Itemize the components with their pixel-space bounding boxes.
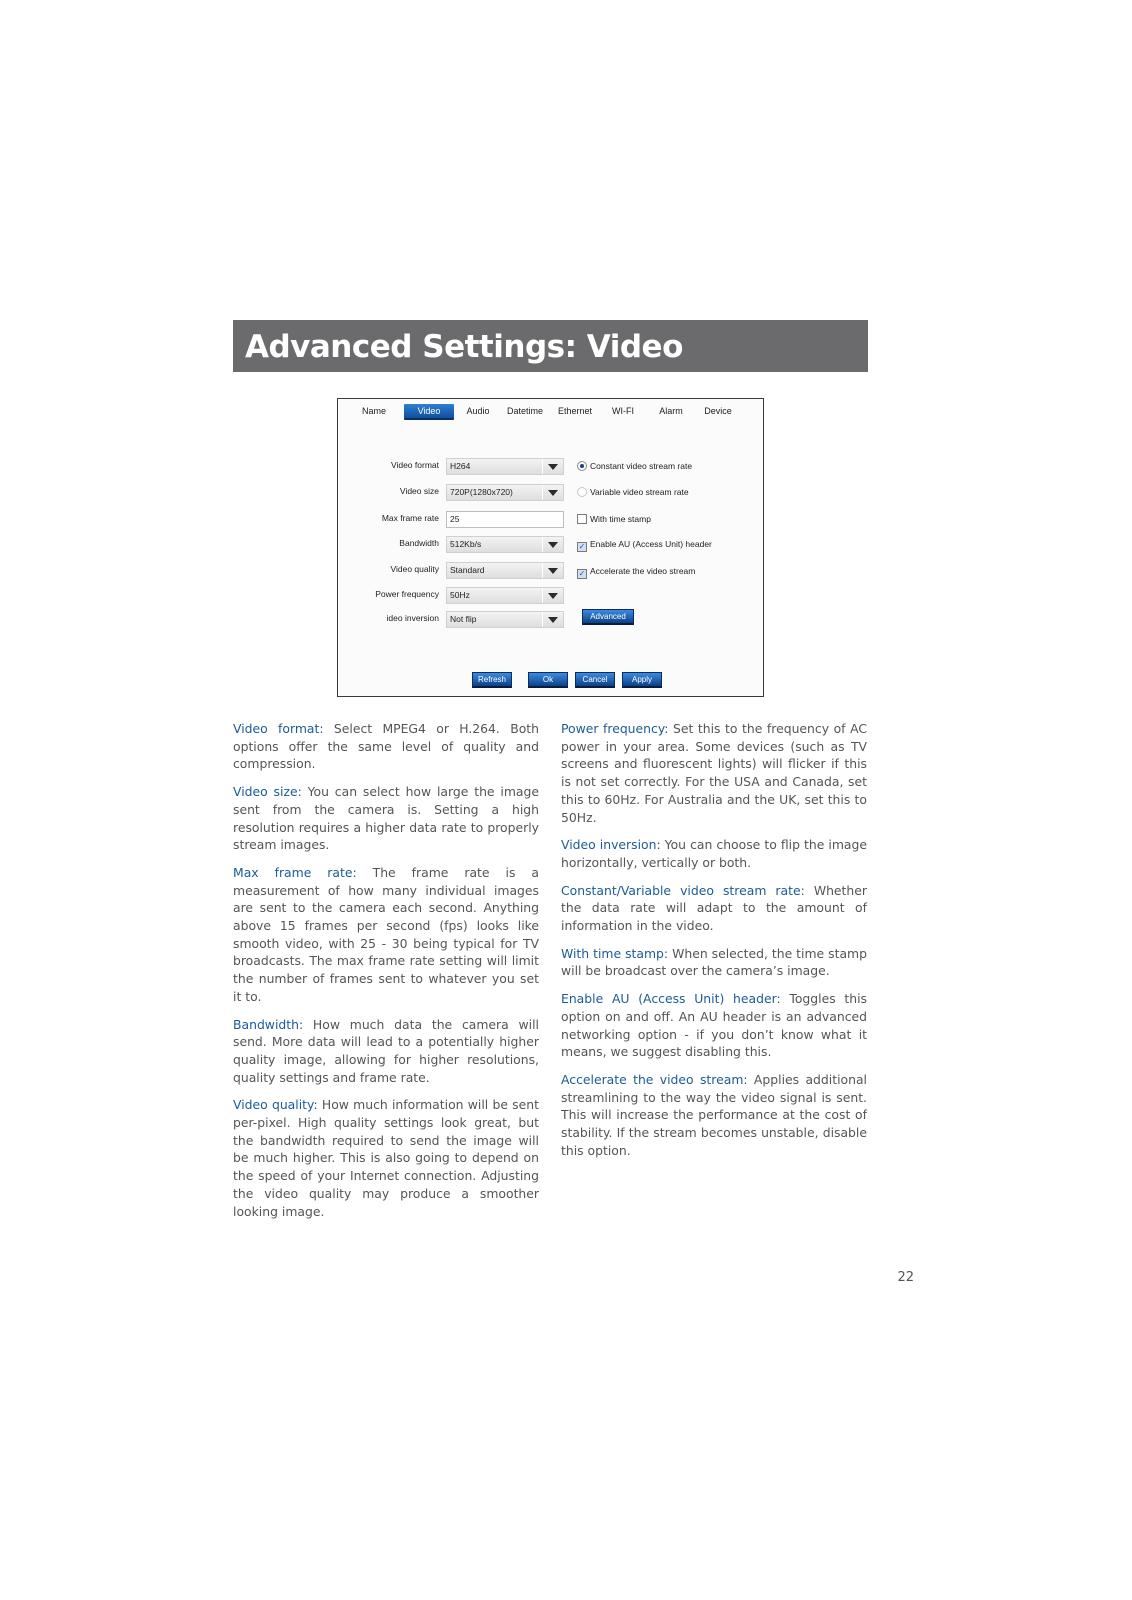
description: You can choose to flip the image horizontally, vertically or both.	[561, 837, 867, 870]
description: How much data the camera will send. More data will lead to a potentially higher quality image, allowing for higher resolutions, quality settings and frame rate.	[233, 1016, 539, 1085]
apply-button[interactable]: Apply	[622, 672, 662, 688]
chevron-down-icon[interactable]	[542, 563, 563, 578]
video-settings-screenshot	[337, 398, 764, 697]
video-format-label: Video format	[390, 460, 439, 470]
advanced-button[interactable]: Advanced	[582, 609, 634, 625]
bandwidth-label: Bandwidth	[399, 538, 439, 548]
accelerate-paragraph	[561, 1071, 867, 1160]
term: Max frame rate:	[233, 864, 357, 880]
checkbox-unchecked-icon[interactable]	[577, 514, 587, 524]
au-header-label: Enable AU (Access Unit) header	[590, 539, 712, 549]
power-frequency-paragraph	[561, 720, 867, 826]
video-format-value: H264	[450, 461, 471, 471]
settings-tabs	[338, 399, 763, 421]
video-size-value: 720P(1280x720)	[450, 487, 513, 497]
video-quality-paragraph	[233, 1096, 539, 1220]
au-header-paragraph	[561, 990, 867, 1061]
video-inversion-value: Not flip	[450, 614, 477, 624]
video-inversion-label: ideo inversion	[386, 613, 439, 623]
variable-rate-option[interactable]	[577, 486, 689, 498]
description: Applies additional streamlining to the way the video signal is sent. This will increase the performance at the cost of stability. If the stream becomes unstable, disable this option.	[561, 1071, 867, 1158]
max-frame-rate-input[interactable]: 25	[446, 511, 564, 528]
tab-name[interactable]: Name	[361, 406, 386, 416]
power-frequency-select[interactable]	[446, 587, 564, 604]
description: You can select how large the image sent from the camera is. Setting a high resolution requires a higher data rate to properly stream images.	[233, 784, 539, 853]
tab-datetime[interactable]: Datetime	[506, 406, 543, 416]
tab-video[interactable]: Video	[404, 404, 454, 420]
term: Enable AU (Access Unit) header:	[561, 991, 781, 1007]
term: With time stamp:	[561, 945, 669, 961]
max-frame-rate-paragraph	[233, 864, 539, 1006]
page-number: 22	[897, 1270, 914, 1285]
right-text-column	[561, 720, 867, 1169]
bandwidth-paragraph	[233, 1016, 539, 1087]
description: The frame rate is a measurement of how many individual images are sent to the camera each second. Anything above 15 frames per second (fps) looks like smooth video, with 25 - 30 being typical for TV broadcasts. The max frame rate setting will limit the number of frames sent to whatever you set it to.	[233, 864, 539, 1004]
tab-audio[interactable]: Audio	[466, 406, 490, 416]
stream-rate-paragraph	[561, 882, 867, 935]
term: Video format:	[233, 721, 324, 736]
max-frame-rate-label: Max frame rate	[381, 513, 439, 523]
description: How much information will be sent per-pixel. High quality settings look great, but the bandwidth required to send the image will be much higher. This is also going to depend on the speed of your Internet connection. Adjusting the video quality may produce a smoother looking image.	[233, 1097, 539, 1219]
power-frequency-label: Power frequency	[375, 589, 439, 599]
description: Select MPEG4 or H.264. Both options offer the same level of quality and compression.	[233, 721, 539, 772]
video-quality-label: Video quality	[390, 564, 439, 574]
tab-ethernet[interactable]: Ethernet	[557, 406, 593, 416]
tab-alarm[interactable]: Alarm	[659, 406, 683, 416]
video-format-paragraph	[233, 720, 539, 773]
tab-wifi[interactable]: WI-FI	[612, 406, 634, 416]
video-format-select[interactable]	[446, 458, 564, 475]
term: Accelerate the video stream:	[561, 1071, 748, 1087]
chevron-down-icon[interactable]	[542, 537, 563, 552]
tab-device[interactable]: Device	[704, 406, 732, 416]
description: Set this to the frequency of AC power in your area. Some devices (such as TV screens and fluorescent lights) will flicker if this is not set correctly. For the USA and Canada, set this to 60Hz. For Australia and the UK, set this to 50Hz.	[561, 721, 867, 825]
video-quality-select[interactable]	[446, 562, 564, 579]
cancel-button[interactable]: Cancel	[575, 672, 615, 688]
refresh-button[interactable]: Refresh	[472, 672, 512, 688]
term: Power frequency:	[561, 721, 669, 736]
bandwidth-select[interactable]	[446, 536, 564, 553]
chevron-down-icon[interactable]	[542, 459, 563, 474]
au-header-option[interactable]	[577, 538, 712, 552]
video-quality-value: Standard	[450, 565, 485, 575]
checkbox-checked-icon[interactable]: ✓	[578, 542, 586, 551]
ok-button[interactable]: Ok	[528, 672, 568, 688]
chevron-down-icon[interactable]	[542, 612, 563, 627]
video-size-paragraph	[233, 783, 539, 854]
section-banner	[233, 320, 868, 372]
video-inversion-select[interactable]	[446, 611, 564, 628]
chevron-down-icon[interactable]	[542, 485, 563, 500]
time-stamp-paragraph	[561, 945, 867, 980]
page-title: Advanced Settings: Video	[245, 329, 683, 365]
radio-selected-icon[interactable]	[577, 461, 587, 471]
time-stamp-label: With time stamp	[590, 514, 651, 524]
constant-rate-option[interactable]	[577, 460, 692, 472]
description: Whether the data rate will adapt to the amount of information in the video.	[561, 882, 867, 934]
left-text-column	[233, 720, 539, 1230]
term: Video size:	[233, 784, 302, 800]
power-frequency-value: 50Hz	[450, 590, 470, 600]
term: Video quality:	[233, 1097, 318, 1113]
description: When selected, the time stamp will be broadcast over the camera’s image.	[561, 945, 867, 979]
video-size-label: Video size	[399, 486, 439, 496]
chevron-down-icon[interactable]	[542, 588, 563, 603]
radio-unselected-icon[interactable]	[577, 487, 587, 497]
accelerate-label: Accelerate the video stream	[590, 566, 696, 576]
checkbox-checked-icon[interactable]: ✓	[578, 569, 586, 578]
variable-rate-label: Variable video stream rate	[590, 487, 689, 497]
time-stamp-option[interactable]	[577, 513, 651, 525]
term: Video inversion:	[561, 837, 661, 853]
video-size-select[interactable]	[446, 484, 564, 501]
term: Bandwidth:	[233, 1016, 304, 1032]
bandwidth-value: 512Kb/s	[450, 539, 482, 549]
accelerate-option[interactable]	[577, 565, 695, 579]
term: Constant/Variable video stream rate:	[561, 882, 805, 898]
video-inversion-paragraph	[561, 836, 867, 871]
constant-rate-label: Constant video stream rate	[590, 461, 693, 471]
description: Toggles this option on and off. An AU header is an advanced networking option - if you don’t know what it means, we suggest disabling this.	[561, 991, 868, 1060]
